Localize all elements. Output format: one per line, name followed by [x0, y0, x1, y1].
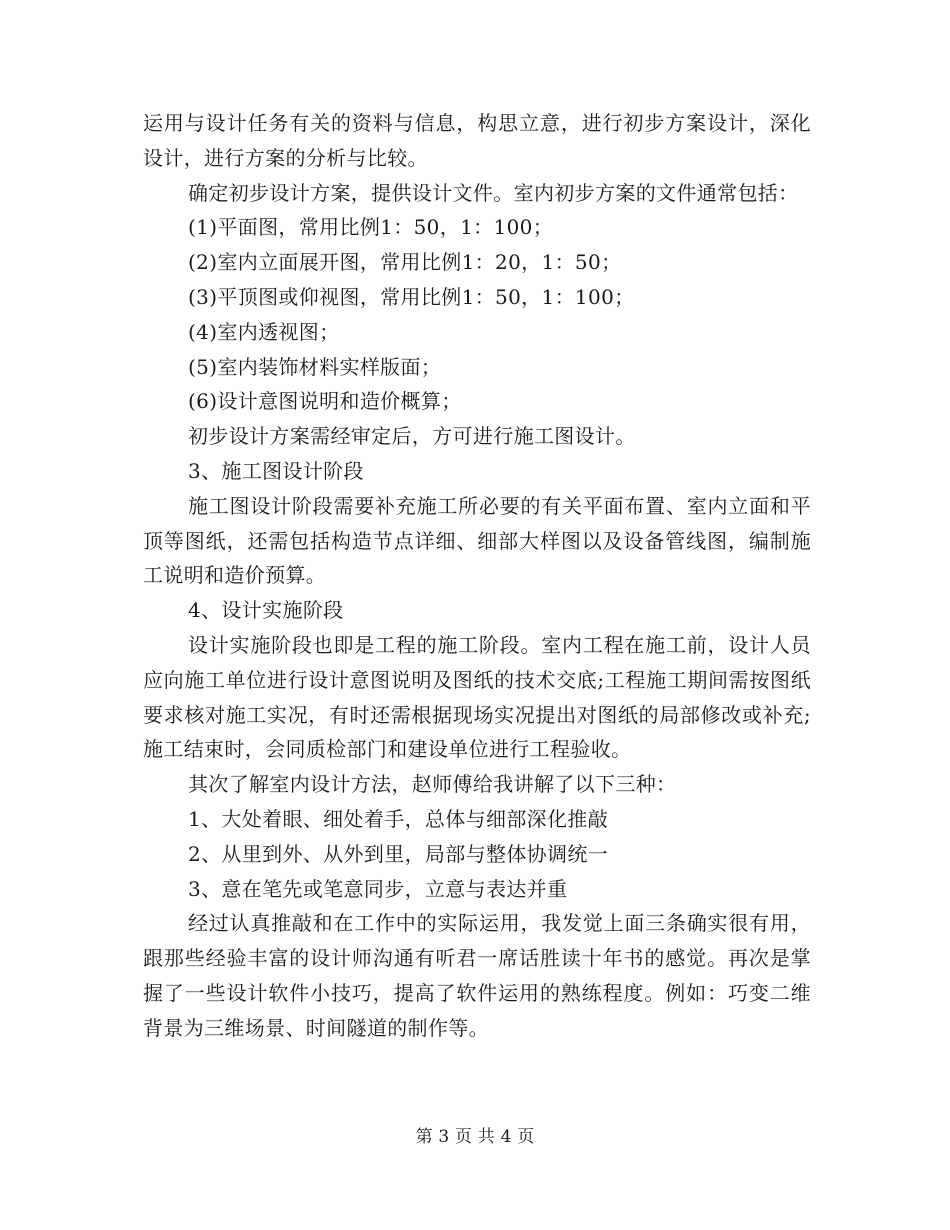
list-item-method-2: 2、从里到外、从外到里，局部与整体协调统一 — [188, 841, 609, 866]
list-item-floor-plan: (1)平面图，常用比例1：50，1：100； — [188, 215, 554, 240]
paragraph-implementation: 设计实施阶段也即是工程的施工阶段。室内工程在施工前，设计人员应向施工单位进行设计意图说明及图纸的技术交底;工程施工期间需按图纸要求核对施工实况，有时还需根据现场实况提出对图纸的局部修改或补充;施工结束时，会同质检部门和建设单位进行工程验收。 — [143, 632, 811, 762]
paragraph-design-process-continuation: 运用与设计任务有关的资料与信息，构思立意，进行初步方案设计，深化设计，进行方案的分析与比较。 — [143, 111, 811, 170]
list-item-method-1: 1、大处着眼、细处着手，总体与细部深化推敲 — [188, 806, 609, 831]
paragraph-design-methods-intro: 其次了解室内设计方法，赵师傅给我讲解了以下三种： — [188, 772, 677, 797]
list-item-method-3: 3、意在笔先或笔意同步，立意与表达并重 — [188, 876, 568, 901]
paragraph-reflection: 经过认真推敲和在工作中的实际运用，我发觉上面三条确实很有用，跟那些经验丰富的设计师沟通有听君一席话胜读十年书的感觉。再次是掌握了一些设计软件小技巧，提高了软件运用的熟练程度。例如：巧变二维背景为三维场景、时间隧道的制作等。 — [143, 911, 811, 1040]
paragraph-construction-drawings: 施工图设计阶段需要补充施工所必要的有关平面布置、室内立面和平顶等图纸，还需包括构造节点详细、细部大样图以及设备管线图，编制施工说明和造价预算。 — [143, 493, 811, 588]
list-item-ceiling-plan: (3)平顶图或仰视图，常用比例1：50，1：100； — [188, 284, 635, 309]
list-item-material-board: (5)室内装饰材料实样版面； — [188, 354, 442, 379]
document-body — [143, 106, 811, 1046]
section-heading-implementation: 4、设计实施阶段 — [188, 598, 344, 623]
list-item-design-intent: (6)设计意图说明和造价概算； — [188, 389, 462, 414]
paragraph-preliminary-scheme: 确定初步设计方案，提供设计文件。室内初步方案的文件通常包括： — [188, 180, 799, 205]
paragraph-approval: 初步设计方案需经审定后，方可进行施工图设计。 — [188, 424, 636, 449]
list-item-elevation: (2)室内立面展开图，常用比例1：20，1：50； — [188, 250, 622, 275]
section-heading-construction-drawings: 3、施工图设计阶段 — [188, 458, 364, 483]
page-number-footer: 第 3 页 共 4 页 — [415, 1127, 535, 1147]
list-item-perspective: (4)室内透视图； — [188, 319, 340, 344]
